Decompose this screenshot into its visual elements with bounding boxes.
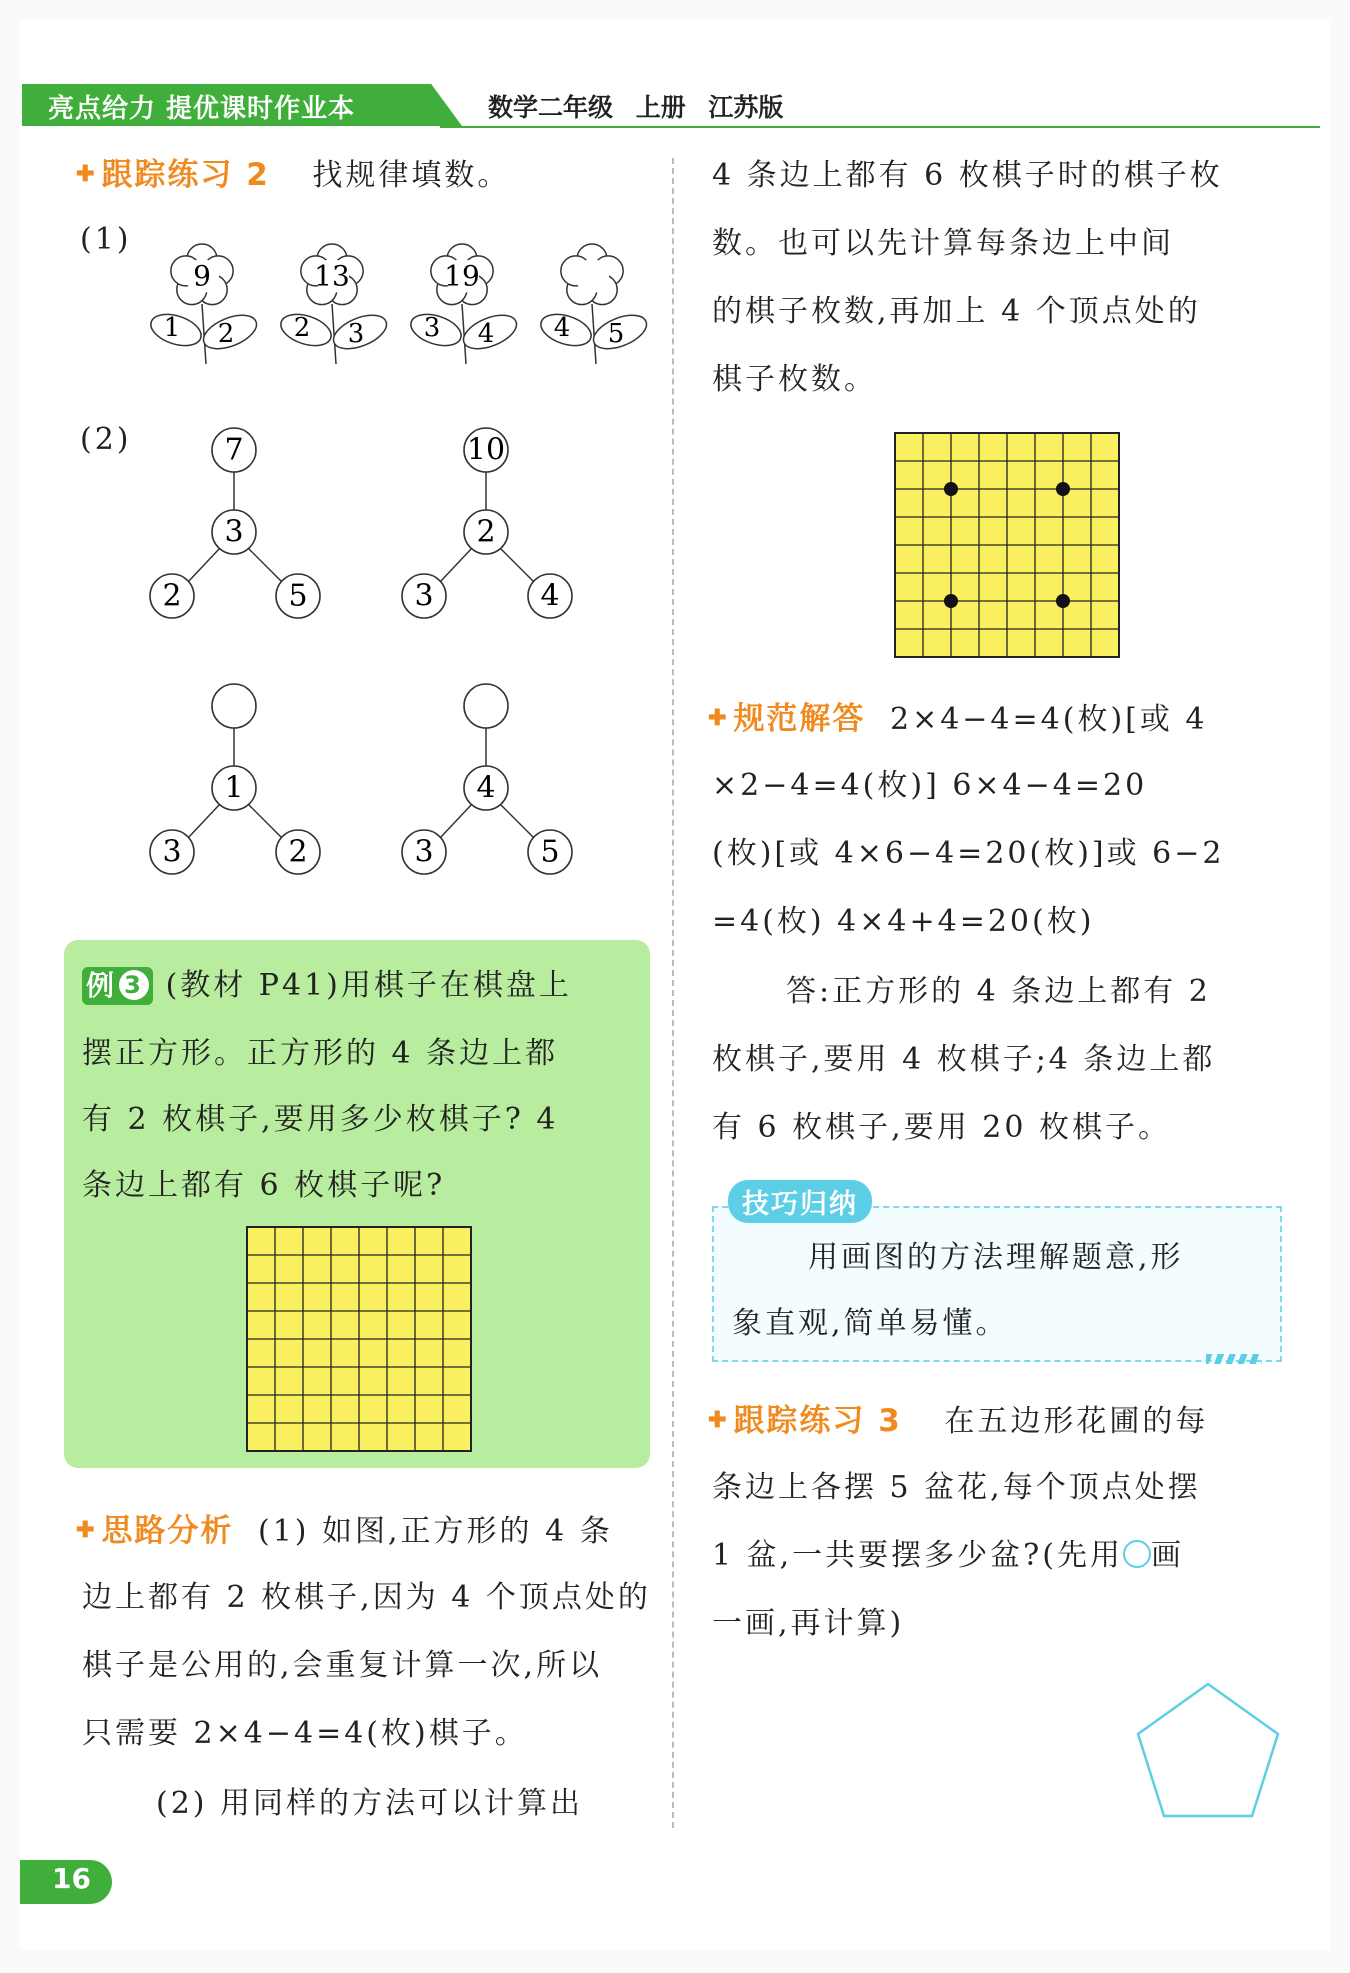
tree-left: 3 (414, 834, 434, 870)
flower-left-leaf: 3 (423, 313, 441, 343)
number-tree (402, 428, 572, 618)
flower-right-leaf: 2 (217, 319, 235, 349)
tree-middle: 1 (224, 770, 244, 806)
number-trees (130, 410, 650, 890)
solution-label: 规范解答 (733, 701, 866, 737)
tree-middle: 4 (476, 770, 496, 806)
tip-line-1: 用画图的方法理解题意,形 (808, 1240, 1184, 1275)
flower (147, 244, 261, 364)
chess-piece (944, 594, 958, 608)
tree-left: 3 (162, 834, 182, 870)
chessboard-blank (246, 1226, 472, 1452)
pentagon-figure (1130, 1676, 1290, 1826)
tree-right: 2 (288, 834, 308, 870)
flower-center: 19 (444, 259, 480, 293)
answer-line-1: 答:正方形的 4 条边上都有 2 (786, 974, 1211, 1009)
chess-piece (944, 482, 958, 496)
flower (407, 244, 521, 364)
flower-center: 13 (314, 259, 350, 293)
flower-left-leaf: 2 (293, 313, 311, 343)
example3-line-3: 有 2 枚棋子,要用多少枚棋子? 4 (82, 1102, 559, 1137)
practice3-line-1: ✚ 跟踪练习 3 在五边形花圃的每 (708, 1403, 1209, 1439)
number-tree (150, 684, 320, 874)
plus-icon: ✚ (708, 1407, 730, 1433)
flower-right-leaf: 3 (347, 319, 365, 349)
example3-line-2: 摆正方形。正方形的 4 条边上都 (82, 1036, 559, 1071)
subject-info: 数学二年级 上册 江苏版 (488, 93, 784, 122)
analysis-cont-3: 的棋子枚数,再加上 4 个顶点处的 (712, 294, 1201, 329)
practice3-label: 跟踪练习 3 (733, 1403, 902, 1439)
practice3-line-2: 条边上各摆 5 盆花,每个顶点处摆 (712, 1470, 1201, 1505)
solution-line-2: ×2−4=4(枚)] 6×4−4=20 (712, 768, 1148, 803)
chessboard-dots (894, 432, 1120, 658)
practice2-label: 跟踪练习 2 (101, 157, 270, 193)
tree-left: 3 (414, 578, 434, 614)
plus-icon: ✚ (76, 161, 98, 187)
tree-top: 10 (466, 432, 506, 468)
tree-middle: 2 (476, 514, 496, 550)
plus-icon: ✚ (708, 705, 730, 731)
number-tree (150, 428, 320, 618)
tip-label: 技巧归纳 (728, 1180, 872, 1223)
flower-right-leaf: 4 (477, 319, 495, 349)
analysis-label: 思路分析 (101, 1513, 234, 1549)
tree-right: 4 (540, 578, 560, 614)
series-title: 亮点给力 提优课时作业本 (48, 94, 356, 124)
flower-right-leaf: 5 (607, 319, 625, 349)
analysis-line-3: 棋子是公用的,会重复计算一次,所以 (82, 1648, 603, 1683)
page-number: 16 (52, 1862, 91, 1895)
tree-right: 5 (540, 834, 560, 870)
analysis-cont-4: 棋子枚数。 (712, 362, 877, 397)
analysis-line-2: 边上都有 2 枚棋子,因为 4 个顶点处的 (82, 1580, 651, 1615)
flower-left-leaf: 4 (553, 313, 571, 343)
solution-line-1: ✚ 规范解答 2×4−4=4(枚)[或 4 (708, 701, 1208, 737)
analysis-cont-2: 数。也可以先计算每条边上中间 (712, 226, 1174, 261)
example3-line-1: 例 3 (教材 P41)用棋子在棋盘上 (82, 952, 572, 1020)
practice2-heading (76, 140, 510, 210)
example3-line-4: 条边上都有 6 枚棋子呢? (82, 1168, 446, 1203)
tip-decoration (1206, 1354, 1262, 1364)
tip-line-2: 象直观,简单易懂。 (732, 1306, 1009, 1341)
analysis-cont-1: 4 条边上都有 6 枚棋子时的棋子枚 (712, 158, 1223, 193)
tree-middle: 3 (224, 514, 244, 550)
analysis-line-4: 只需要 2×4−4=4(枚)棋子。 (82, 1716, 528, 1751)
chess-piece (1056, 594, 1070, 608)
practice2-instruction: 找规律填数。 (312, 158, 511, 193)
answer-line-3: 有 6 枚棋子,要用 20 枚棋子。 (712, 1110, 1171, 1145)
example-badge: 例 3 (82, 967, 153, 1005)
circle-icon (1123, 1540, 1151, 1568)
analysis-line-1: ✚ 思路分析 (1) 如图,正方形的 4 条 (76, 1513, 613, 1549)
flower-left-leaf: 1 (163, 313, 181, 343)
flower-sequence (140, 240, 660, 370)
answer-line-2: 枚棋子,要用 4 枚棋子;4 条边上都 (712, 1042, 1216, 1077)
part1-label: (1) (80, 222, 132, 257)
number-tree (402, 684, 572, 874)
flower (537, 244, 651, 364)
practice3-line-4: 一画,再计算) (712, 1606, 905, 1641)
solution-line-4: =4(枚) 4×4+4=20(枚) (712, 904, 1095, 939)
header-rule (440, 126, 1320, 128)
practice3-line-3: 1 盆,一共要摆多少盆?(先用 画 (712, 1538, 1184, 1573)
flower (277, 244, 391, 364)
tree-right: 5 (288, 578, 308, 614)
solution-line-3: (枚)[或 4×6−4=20(枚)]或 6−2 (712, 836, 1225, 871)
analysis-line-5: (2) 用同样的方法可以计算出 (156, 1786, 584, 1821)
chess-piece (1056, 482, 1070, 496)
tree-left: 2 (162, 578, 182, 614)
plus-icon: ✚ (76, 1517, 98, 1543)
flower-center: 9 (193, 259, 211, 293)
column-divider (672, 158, 674, 1828)
part2-label: (2) (80, 422, 132, 457)
tree-top: 7 (224, 432, 244, 468)
